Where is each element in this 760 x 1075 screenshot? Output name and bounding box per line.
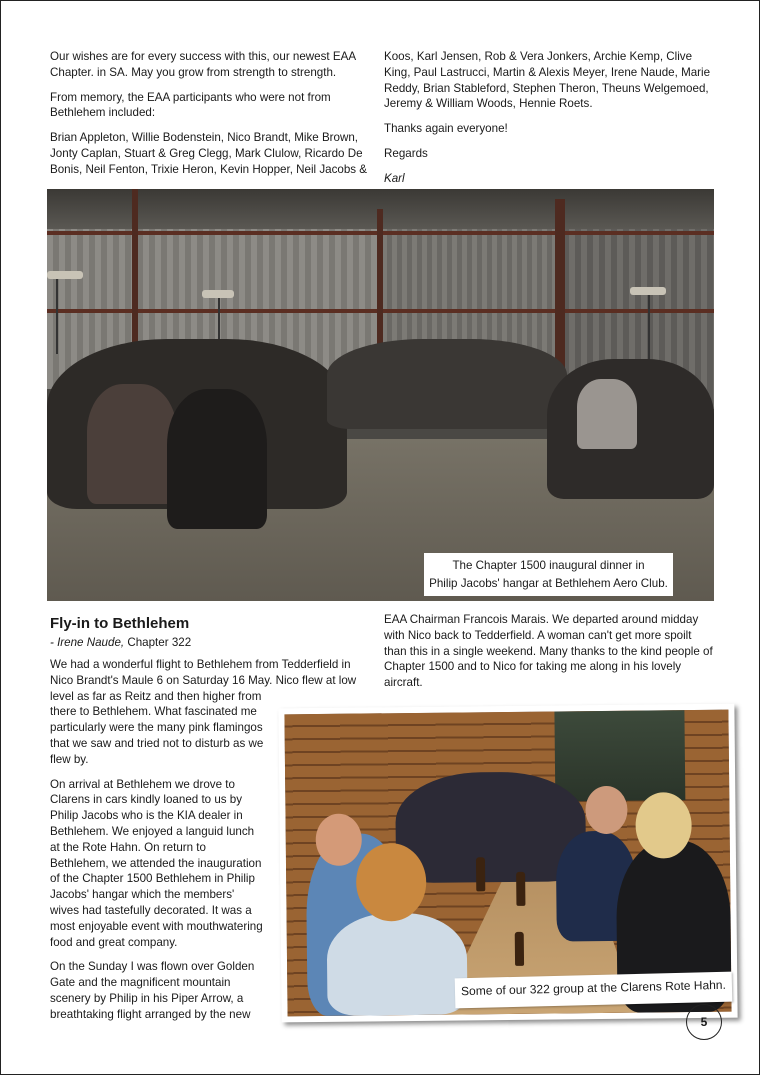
page-number: 5 <box>686 1004 722 1040</box>
article-right-column <box>384 612 714 700</box>
beer-bottle <box>516 872 525 906</box>
paragraph: EAA Chairman Francois Marais. We departed around midday with Nico back to Tedderfield. A woman can't get more spoilt than this in a single weekend. Many thanks to the kind people of Chapter 1500 and to Nico for taking me along in his lovely aircraft. <box>384 613 713 690</box>
photo-image <box>284 710 731 1017</box>
paragraph: From memory, the EAA participants who were not from Bethlehem included: <box>50 90 331 120</box>
diner-head <box>635 792 692 859</box>
top-right-column <box>384 49 714 196</box>
patio-heater <box>630 287 666 295</box>
paragraph: On the Sunday I was flown over Golden Gate and the magnificent mountain scenery by Philip in his Piper Arrow, a breathtaking flight arranged by the new <box>50 960 255 1021</box>
paragraph: On arrival at Bethlehem we drove to Clarens in cars kindly loaned to us by Philip Jacobs who is the KIA dealer in Bethlehem. We enjoyed a languid lunch at the Rote Hahn. On return to Bethlehem, we attended the inauguration of the Chapter 1500 Bethlehem in Philip Jacobs' hangar which the members' wives had tastefully decorated. It was a most enjoyable event with mouthwatering food and great company. <box>50 777 263 949</box>
photo-caption: Some of our 322 group at the Clarens Rote Hahn. <box>455 972 733 1009</box>
caption-line: Philip Jacobs' hangar at Bethlehem Aero Club. <box>429 577 668 590</box>
byline-author: - Irene Naude, <box>50 636 125 649</box>
top-left-column <box>50 49 368 187</box>
diner-head <box>585 786 628 834</box>
signature: Karl <box>384 171 405 185</box>
diners-group <box>327 339 567 429</box>
patio-heater <box>202 290 234 298</box>
caption-line: The Chapter 1500 inaugural dinner in <box>452 559 645 572</box>
beer-bottle <box>515 932 524 966</box>
paragraph-text: We had a wonderful flight to Bethlehem from Tedderfield in Nico Brandt's Maule 6 on Saturday 16 May. Nico flew at low <box>50 658 357 687</box>
article-title: Fly-in to Bethlehem <box>50 615 190 632</box>
byline-chapter: Chapter 322 <box>124 636 192 649</box>
diner <box>327 912 468 1015</box>
patio-heater <box>47 271 83 279</box>
paragraph-text: level as far as Reitz and then higher from there to Bethlehem. What fascinated me particularly were the many pink flamingos that we saw and tried not to disturb as we flew by. <box>50 689 264 766</box>
diner <box>87 384 177 504</box>
paragraph: Our wishes are for every success with this, our newest EAA Chapter. in SA. May you grow from strength to strength. <box>50 50 356 79</box>
paragraph: Regards <box>384 146 428 160</box>
diner-head <box>315 814 362 866</box>
paragraph: Koos, Karl Jensen, Rob & Vera Jonkers, Archie Kemp, Clive King, Paul Lastrucci, Martin & Alexis Meyer, Irene Naude, Marie Reddy, Brian Stableford, Stephen Theron, Theuns Welgemoed, Jeremy & William Woods, Hennie Roets. <box>384 50 711 111</box>
patio-heater <box>56 274 58 354</box>
diner-head <box>356 843 427 922</box>
photo-window <box>554 710 685 801</box>
diner <box>167 389 267 529</box>
article-byline <box>50 636 191 649</box>
diner <box>577 379 637 449</box>
paragraph: Brian Appleton, Willie Bodenstein, Nico Brandt, Mike Brown, Jonty Caplan, Stuart & Greg Clegg, Mark Clulow, Ricardo De Bonis, Neil Fenton, Trixie Heron, Kevin Hopper, Neil Jacobs & <box>50 131 368 176</box>
beer-bottle <box>476 857 485 891</box>
hangar-dinner-photo <box>47 189 714 601</box>
paragraph: Thanks again everyone! <box>384 122 508 136</box>
photo-caption <box>424 553 673 596</box>
